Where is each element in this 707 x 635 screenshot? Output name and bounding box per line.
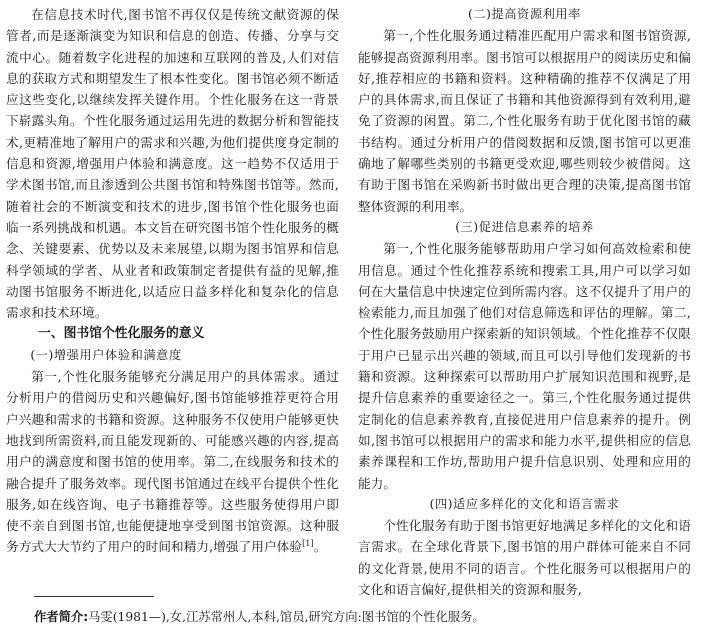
citation-mark: [1] <box>302 539 314 549</box>
intro-paragraph: 在信息技术时代,图书馆不再仅仅是传统文献资源的保管者,而是逐渐演变为知识和信息的创造、传播、分享与交流中心。随着数字化进程的加速和互联网的普及,人们对信息的获取方式和期望发生了根本性变化。图书馆必须不断适应这些变化,以继续发挥关键作用。个性化服务在这一背景下崭露头角。个性化服务通过运用先进的数据分析和智能技术,更精准地了解用户的需求和兴趣,为他们提供度身定制的信息和资源,增强用户体验和满意度。这一趋势不仅适用于学术图书馆,而且渗透到公共图书馆和特殊图书馆等。然而,随着社会的不断演变和技术的进步,图书馆个性化服务也面临一系列挑战和机遇。本文旨在研究图书馆个性化服务的概念、关键要素、优势以及未来展望,以期为图书馆界和信息科学领域的学者、从业者和政策制定者提供有益的见解,推动图书馆服务不断进化,以适应日益多样化和复杂化的信息需求和技术环境。 <box>6 7 339 321</box>
subsection-4-paragraph: 个性化服务有助于图书馆更好地满足多样化的文化和语言需求。在全球化背景下,图书馆的用户群体可能来自不同的文化背景,使用不同的语言。个性化服务可以根据用户的文化和语言偏好,提供相关的资源和服务, <box>358 518 691 598</box>
citation-after: 。 <box>313 539 327 555</box>
left-column <box>6 4 339 558</box>
subsection-3-paragraph: 第一,个性化服务能够帮助用户学习如何高效检索和使用信息。通过个性化推荐系统和搜索工具,用户可以学习如何在大量信息中快速定位到所需内容。这不仅提升了用户的检索能力,而且加强了他们对信息筛选和评估的理解。第二,个性化服务鼓励用户探索新的知识领域。个性化推荐不仅限于用户已显示出兴趣的领域,而且可以引导他们发现新的书籍和资源。这种探索可以帮助用户扩展知识范围和视野,是提升信息素养的重要途径之一。第三,个性化服务通过提供定制化的信息素养教育,直接促进用户信息素养的提升。例如,图书馆可以根据用户的需求和能力水平,提供相应的信息素养课程和工作坊,帮助用户提升信息识别、处理和应用的能力。 <box>358 241 691 491</box>
footnote-label: 作者简介: <box>34 610 89 624</box>
right-column <box>358 4 691 600</box>
subsection-2-paragraph: 第一,个性化服务通过精准匹配用户需求和图书馆资源,能够提高资源利用率。图书馆可以根据用户的阅读历史和偏好,推荐相应的书籍和资料。这种精确的推荐不仅满足了用户的具体需求,而且保证了书籍和其他资源得到有效利用,避免了资源的闲置。第二,个性化服务有助于优化图书馆的藏书结构。通过分析用户的借阅数据和反馈,图书馆可以更准确地了解哪些类别的书籍更受欢迎,哪些则较少被借阅。这有助于图书馆在采购新书时做出更合理的决策,提高图书馆整体资源的利用率。 <box>358 28 691 214</box>
subsection-4-heading: (四)适应多样化的文化和语言需求 <box>429 496 620 511</box>
subsection-3-heading: (三)促进信息素养的培养 <box>455 219 594 234</box>
subsection-1-paragraph <box>6 366 339 558</box>
subsection-1-heading: (一)增强用户体验和满意度 <box>30 347 182 362</box>
subsection-2-heading: (二)提高资源利用率 <box>467 7 581 21</box>
section-heading: 一、图书馆个性化服务的意义 <box>38 326 205 342</box>
footnote-text: 马雯(1981—),女,江苏常州人,本科,馆员,研究方向:图书馆的个性化服务。 <box>88 610 485 624</box>
footnote-divider <box>34 596 154 597</box>
author-footnote <box>34 608 694 626</box>
subsection-1-text: 第一,个性化服务能够充分满足用户的具体需求。通过分析用户的借阅历史和兴趣偏好,图书馆能够推荐更符合用户兴趣和需求的书籍和资源。这种服务不仅使用户能够更快地找到所需资料,而且能发现新的、可能感兴趣的内容,提高用户的满意度和图书馆的使用率。第二,在线服务和技术的融合提升了服务效率。现代图书馆通过在线平台提供个性化服务,如在线咨询、电子书籍推荐等。这些服务使得用户即使不亲自到图书馆,也能便捷地享受到图书馆资源。这种服务方式大大节约了用户的时间和精力,增强了用户体验 <box>6 369 339 555</box>
